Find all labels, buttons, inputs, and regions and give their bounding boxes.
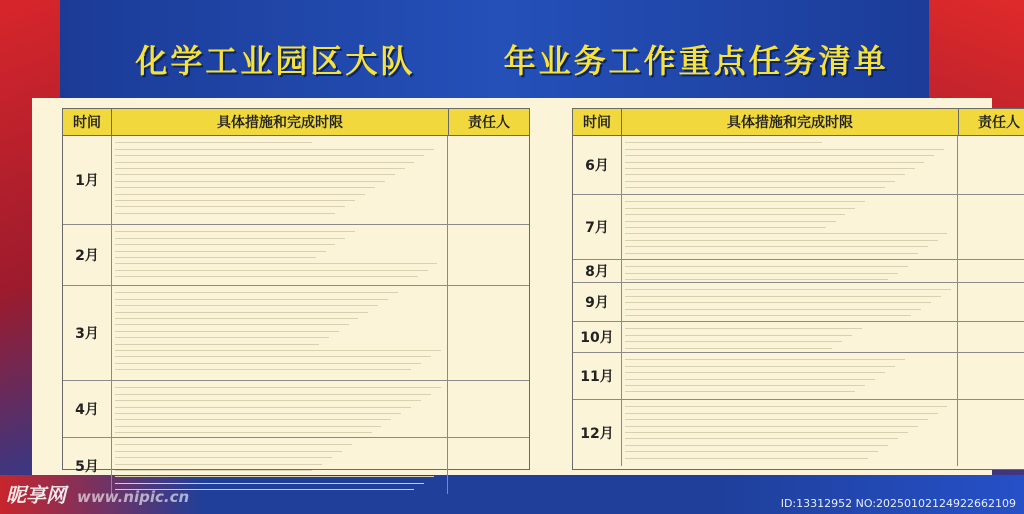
responsible-cell <box>958 283 1024 321</box>
month-label: 9月 <box>573 283 622 321</box>
title-part2: 年业务工作重点任务清单 <box>503 42 889 80</box>
responsible-cell <box>958 322 1024 352</box>
responsible-cell <box>448 136 529 224</box>
month-label: 12月 <box>573 400 622 466</box>
table-row <box>573 400 1024 466</box>
table-left-body <box>63 136 529 494</box>
header-responsible: 责任人 <box>468 115 510 131</box>
title-part1: 化学工业园区大队 <box>135 42 416 80</box>
table-row <box>573 353 1024 400</box>
responsible-cell <box>958 353 1024 399</box>
table-row <box>573 136 1024 195</box>
measures-cell <box>112 381 448 437</box>
table-row <box>63 286 529 381</box>
responsible-cell <box>958 260 1024 282</box>
measure-line-placeholder <box>625 342 832 348</box>
measures-cell <box>622 353 958 399</box>
measures-cell <box>622 400 958 466</box>
table-row <box>573 283 1024 322</box>
responsible-cell <box>448 438 529 494</box>
responsible-cell <box>448 286 529 380</box>
measures-cell <box>112 136 448 224</box>
month-label: 7月 <box>573 195 622 259</box>
month-label: 2月 <box>63 225 112 285</box>
month-label: 10月 <box>573 322 622 352</box>
content-board <box>32 98 1020 475</box>
responsible-cell <box>448 381 529 437</box>
watermark-brand <box>6 479 189 508</box>
measure-line-placeholder <box>625 452 868 458</box>
watermark-id: ID:13312952 NO:20250102124922662109 <box>780 497 1016 510</box>
responsible-cell <box>958 195 1024 259</box>
table-row <box>63 136 529 225</box>
responsible-cell <box>958 400 1024 466</box>
header-responsible: 责任人 <box>978 115 1020 131</box>
measure-line-placeholder <box>625 386 855 392</box>
measure-line-placeholder <box>625 310 911 316</box>
measure-line-placeholder <box>115 364 411 370</box>
measures-cell <box>622 322 958 352</box>
table-right-body <box>573 136 1024 466</box>
month-label: 3月 <box>63 286 112 380</box>
measure-line-placeholder <box>625 247 918 253</box>
table-row <box>573 322 1024 353</box>
header-time: 时间 <box>573 109 622 135</box>
measure-line-placeholder <box>115 271 418 277</box>
header-measures: 具体措施和完成时限 <box>622 109 959 135</box>
measure-line-placeholder <box>625 274 888 280</box>
measures-cell <box>622 260 958 282</box>
table-row <box>63 381 529 438</box>
measures-cell <box>112 225 448 285</box>
table-row <box>573 260 1024 283</box>
measure-line-placeholder <box>115 207 335 213</box>
month-label: 1月 <box>63 136 112 224</box>
measures-cell <box>112 286 448 380</box>
table-header <box>63 109 529 136</box>
measures-cell <box>622 283 958 321</box>
page-title <box>0 36 1024 82</box>
measure-line-placeholder <box>625 182 885 188</box>
month-label: 6月 <box>573 136 622 194</box>
measure-line-placeholder <box>115 427 372 433</box>
month-label: 5月 <box>63 438 112 494</box>
header-time: 时间 <box>63 109 112 135</box>
month-label: 8月 <box>573 260 622 282</box>
table-header <box>573 109 1024 136</box>
watermark-site: www.nipic.cn <box>76 488 190 506</box>
table-row <box>573 195 1024 260</box>
table-row <box>63 225 529 286</box>
table-right <box>572 108 1024 470</box>
header-measures: 具体措施和完成时限 <box>112 109 449 135</box>
responsible-cell <box>958 136 1024 194</box>
measures-cell <box>622 136 958 194</box>
table-left <box>62 108 530 475</box>
month-label: 11月 <box>573 353 622 399</box>
responsible-cell <box>448 225 529 285</box>
month-label: 4月 <box>63 381 112 437</box>
watermark-brand-text: 昵享网 <box>6 483 66 507</box>
measures-cell <box>622 195 958 259</box>
